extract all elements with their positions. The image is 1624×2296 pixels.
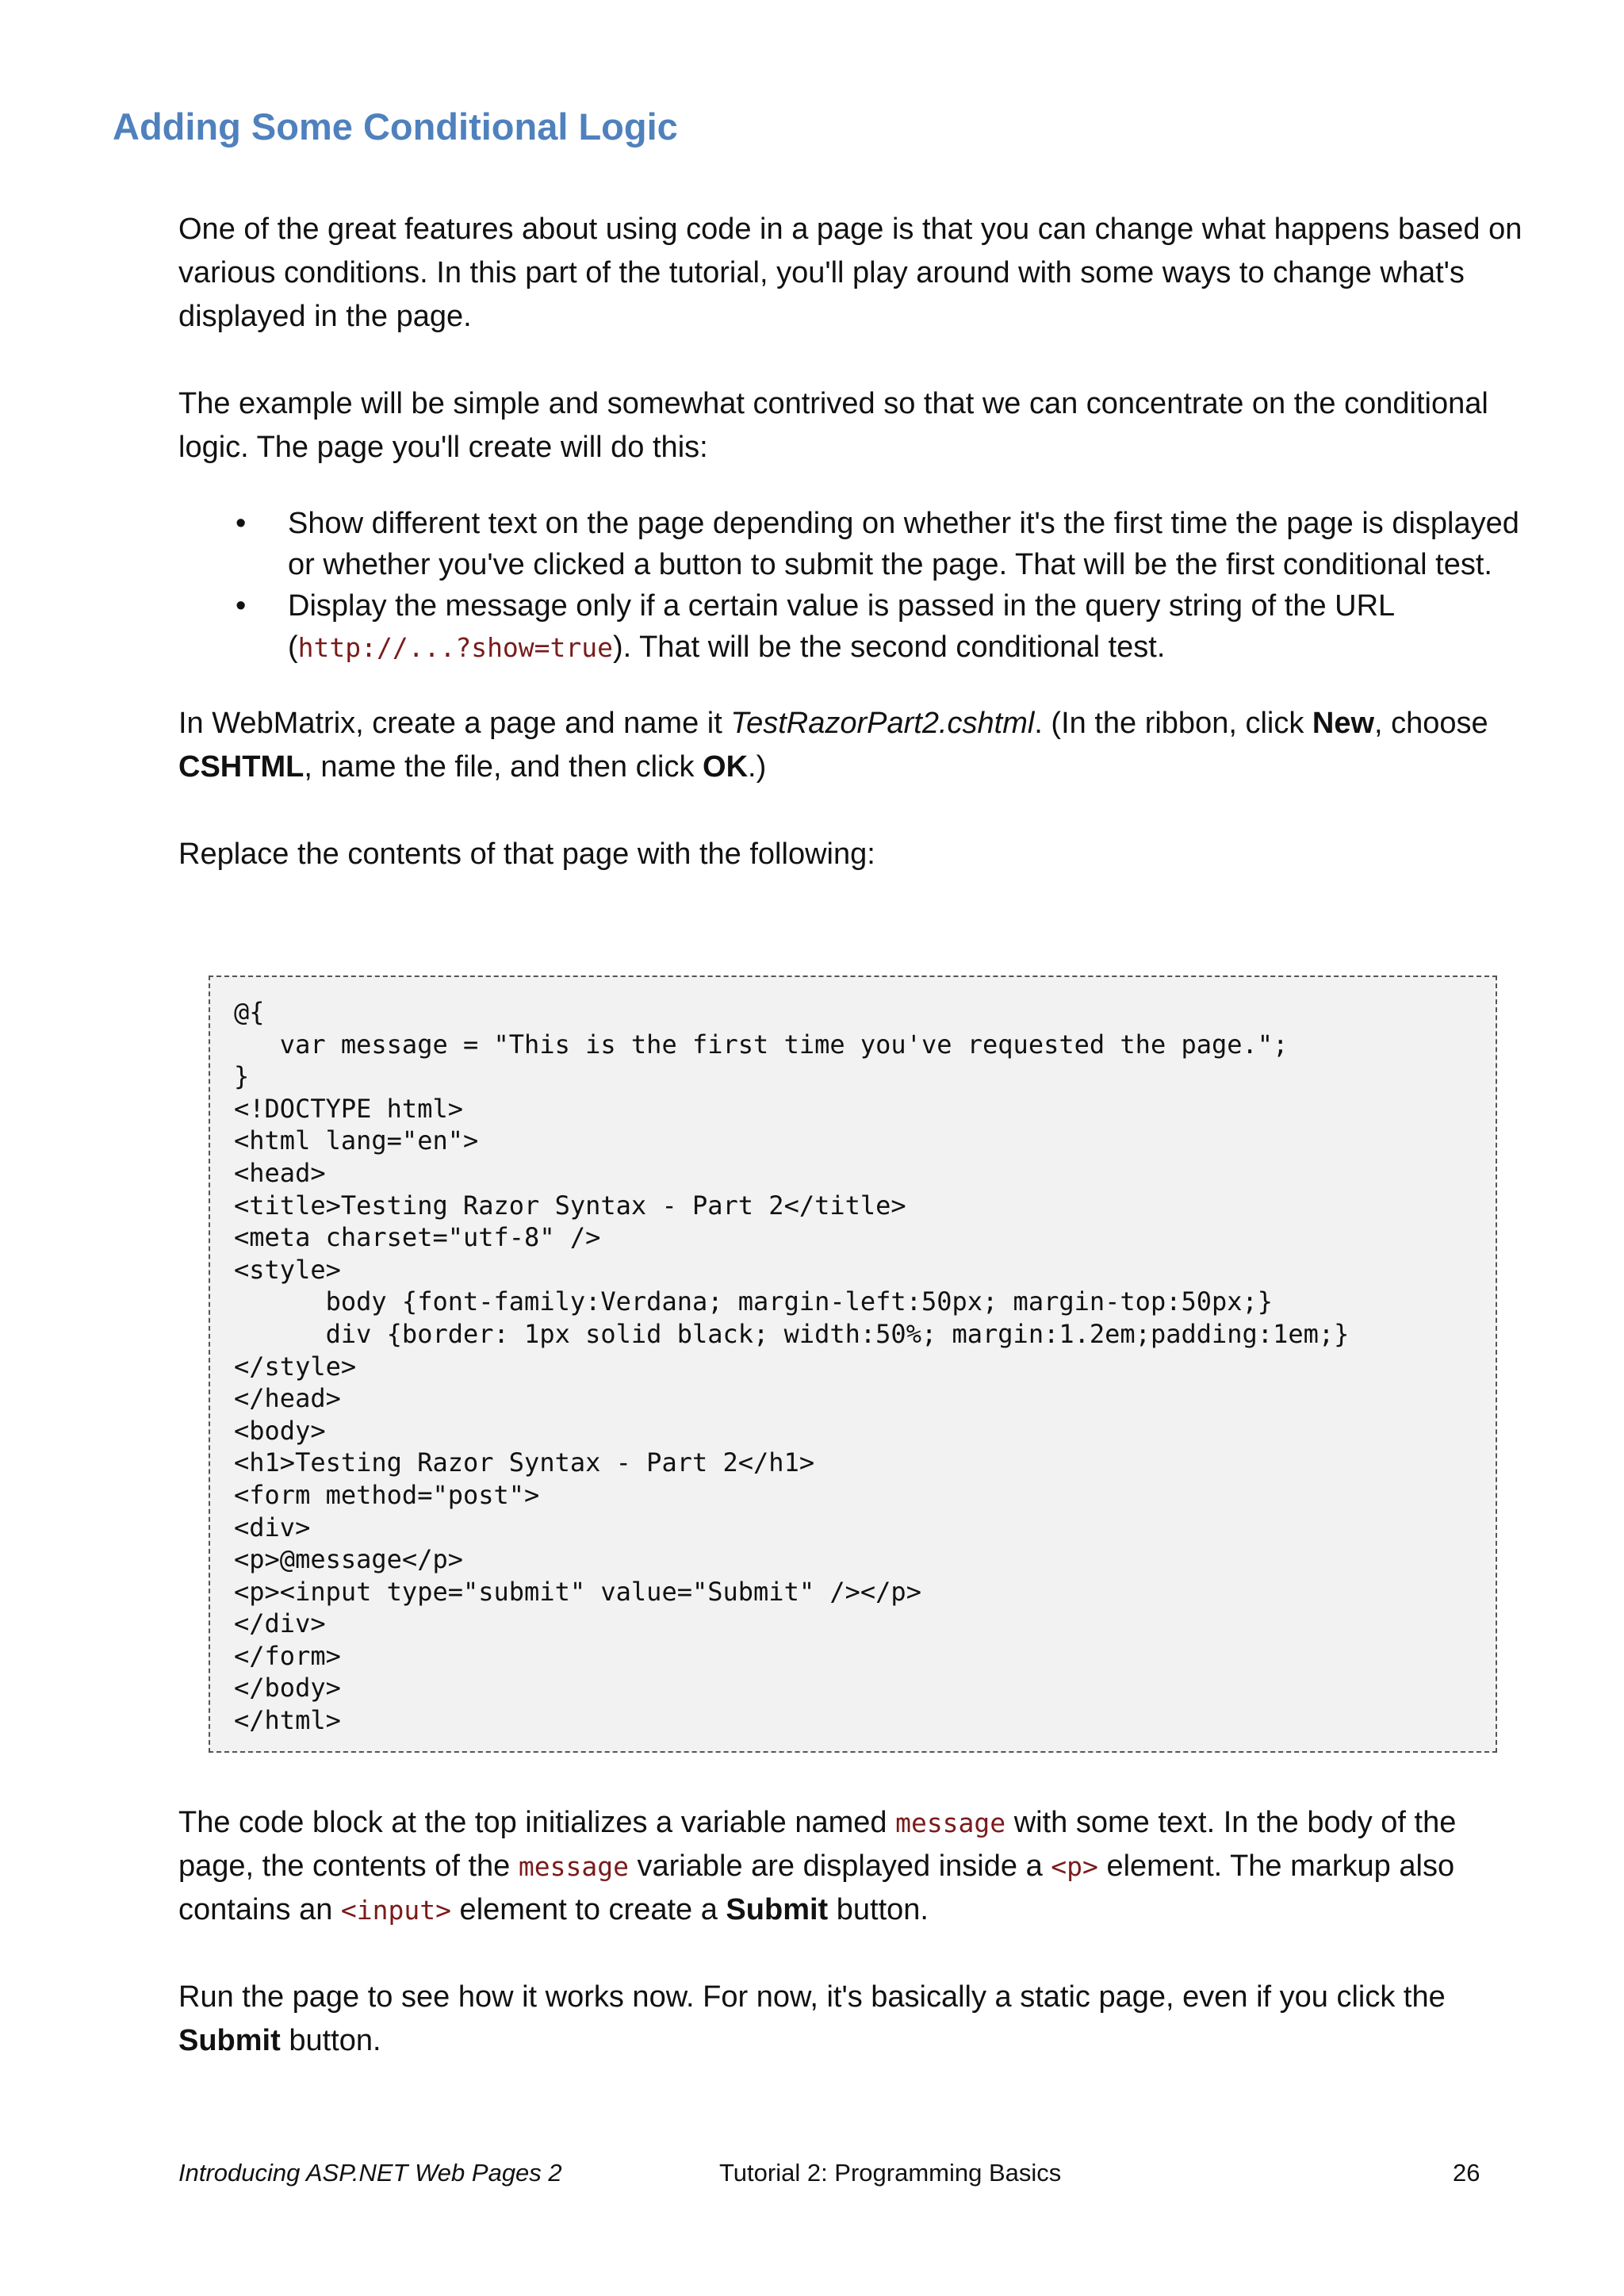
explanation-section [178, 1801, 1526, 2063]
create-text-1: In WebMatrix, create a page and name it [178, 707, 731, 740]
code-listing: @{ var message = "This is the first time you've requested the page."; } <!DOCTYPE html> <html lang="en"> <head> <title>Testing Razor Syntax - Part 2</title> <meta charset="utf-8" /> <style> body {font-family:Verdana; margin-left:50px; margin-top:50px;} div {border: 1px solid black; width:50%; margin:1.2em;padding:1em;} </style> </head> <body> <h1>Testing Razor Syntax - Part 2</h1> <form method="post"> <div> <p>@message</p> <p><input type="submit" value="Submit" /></p> </div> </form> </body> </html> [234, 997, 1350, 1736]
p-tag-code: <p> [1051, 1851, 1098, 1882]
run-text-2: button. [280, 2024, 381, 2057]
run-paragraph [178, 1976, 1526, 2063]
ok-label: OK [703, 750, 749, 784]
message-code-1: message [895, 1807, 1006, 1838]
bullet-list [178, 503, 1526, 669]
query-string-code: http://...?show=true [297, 632, 614, 663]
filename: TestRazorPart2.cshtml [730, 707, 1035, 740]
explain-text-6: button. [828, 1893, 929, 1926]
create-text-2: . (In the ribbon, click [1034, 707, 1312, 740]
list-item [178, 585, 1526, 669]
explain-text-5: element to create a [451, 1893, 726, 1926]
intro-paragraph-1: One of the great features about using code in a page is that you can change what happens based on various conditions. In this part of the tutorial, you'll play around with some ways to change what's displayed in the page. [178, 213, 1522, 333]
footer-chapter: Tutorial 2: Programming Basics [719, 2159, 1062, 2187]
submit-label: Submit [726, 1893, 829, 1926]
new-label: New [1312, 707, 1375, 740]
create-text-5: .) [748, 750, 767, 784]
section-heading: Adding Some Conditional Logic [113, 105, 678, 148]
create-page-paragraph [178, 702, 1526, 789]
create-text-3: , choose [1374, 707, 1488, 740]
bullet-text-2-close: ). That will be the second conditional test. [613, 631, 1166, 664]
intro-paragraph-2: The example will be simple and somewhat contrived so that we can concentrate on the conditional logic. The page you'll create will do this: [178, 387, 1488, 464]
run-text-1: Run the page to see how it works now. For now, it's basically a static page, even if you click the [178, 1980, 1446, 2014]
input-tag-code: <input> [340, 1895, 451, 1926]
list-item [178, 503, 1526, 585]
explain-text-1: The code block at the top initializes a variable named [178, 1806, 896, 1839]
submit-label-2: Submit [178, 2024, 281, 2057]
explain-text-2: with some text. In the body of the page, the contents of the [178, 1806, 1457, 1883]
explain-text-3: variable are displayed inside a [628, 1849, 1051, 1883]
bullet-icon: • [236, 589, 247, 623]
bullet-text-1: Show different text on the page depending on whether it's the first time the page is displayed or whether you've clicked a button to submit the page. That will be the first conditional test. [288, 507, 1519, 581]
bullet-text-2: Display the message only if a certain value is passed in the query string of the URL [288, 589, 1394, 623]
replace-paragraph: Replace the contents of that page with the following: [178, 838, 875, 871]
explain-text-4: element. The markup also contains an [178, 1849, 1455, 1926]
explanation-paragraph [178, 1801, 1526, 1932]
code-block [209, 976, 1497, 1753]
bullet-icon: • [236, 507, 247, 540]
cshtml-label: CSHTML [178, 750, 304, 784]
intro-section [178, 208, 1526, 916]
page-number: 26 [1453, 2159, 1480, 2187]
bullet-text-2-open: ( [288, 631, 298, 664]
create-text-4: , name the file, and then click [304, 750, 703, 784]
footer-book-title: Introducing ASP.NET Web Pages 2 [178, 2159, 562, 2187]
message-code-2: message [518, 1851, 629, 1882]
